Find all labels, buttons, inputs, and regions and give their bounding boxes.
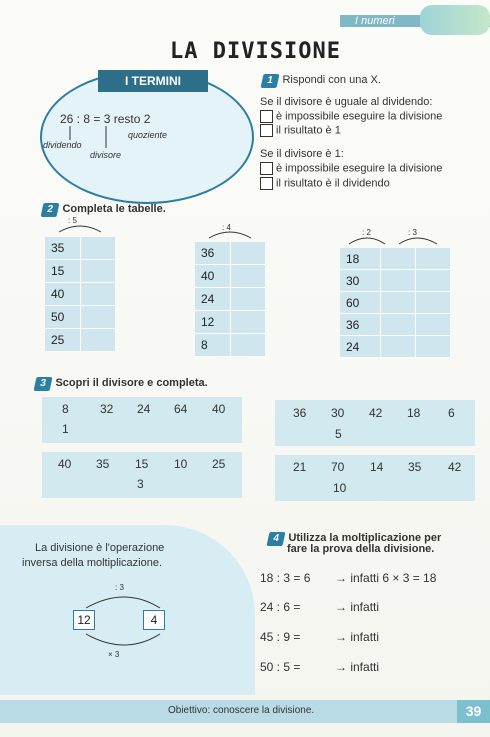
grid-cell: 18 [407,406,421,420]
grid-cell: 32 [100,402,114,416]
inverse-line1: La divisione è l'operazione [35,542,165,554]
ex4-instruction-2: fare la prova della divisione. [287,543,435,555]
page-title: LA DIVISIONE [170,39,341,64]
checkbox[interactable] [260,124,273,137]
t3-op1: : 2 [362,228,371,237]
table-div-5 [45,237,115,352]
t2-arrow [205,226,255,240]
table-row: 15 [45,260,115,283]
ex4-check-1: → infatti 6 × 3 = 18 [335,571,437,585]
grid-cell: 8 [62,402,69,416]
grid-cell: 21 [293,460,307,474]
table-div-4 [195,242,265,357]
quoziente-label: quoziente [128,130,168,140]
table-row: 8 [195,334,265,357]
ex2-badge: 2 [41,203,60,217]
t1-arrow [55,220,105,234]
grid-cell: 36 [293,406,307,420]
table-row: 24 [195,288,265,311]
grid-cell: 1 [62,422,69,436]
ex4-expr-3: 45 : 9 = [260,630,301,644]
ex1-header [262,70,381,88]
grid-cell: 25 [212,457,226,471]
table-div-2-3 [340,248,450,358]
grid-cell: 5 [335,427,342,441]
grid-cell: 24 [137,402,151,416]
grid-cell: 15 [135,457,149,471]
table-row: 36 [195,242,265,265]
ex4-check-4: → infatti [335,660,380,674]
grid-cell: 40 [212,402,226,416]
grid-cell: 6 [448,406,455,420]
grid-cell: 70 [331,460,345,474]
checkbox[interactable] [260,162,273,175]
grid-cell: 3 [137,477,144,491]
ex1-q2: Se il divisore è 1: [260,148,344,160]
grid-cell: 35 [96,457,110,471]
ex2-instruction: Completa le tabelle. [62,203,166,215]
divisore-label: divisore [90,150,122,160]
table-row: 24 [340,336,450,358]
dividendo-label: dividendo [43,140,82,150]
table-row: 50 [45,306,115,329]
t2-op: : 4 [222,223,231,232]
section-label: I numeri [355,15,395,27]
ex1-badge: 1 [261,74,280,88]
table-row: 40 [195,265,265,288]
table-row: 60 [340,292,450,314]
t1-op: : 5 [68,216,77,225]
ex1-q1-opt2[interactable]: il risultato è 1 [260,124,341,137]
grid-cell: 35 [408,460,422,474]
table-row: 30 [340,270,450,292]
inverse-div-op: : 3 [115,583,124,592]
page-number: 39 [457,700,490,723]
ex4-check-3: → infatti [335,630,380,644]
ex4-expr-2: 24 : 6 = [260,600,301,614]
ex4-badge: 4 [267,532,286,546]
table-row: 18 [340,248,450,270]
table-row: 25 [45,329,115,352]
ex2-header [42,199,166,217]
inverse-cycle-arrows [80,590,170,652]
inverse-mul-op: × 3 [108,650,120,659]
table-row: 36 [340,314,450,336]
inverse-line2: inversa della moltiplicazione. [22,557,163,569]
t3-op2: : 3 [408,228,417,237]
ex4-expr-1: 18 : 3 = 6 [260,571,311,585]
grid-cell: 42 [448,460,462,474]
termini-expression: 26 : 8 = 3 resto 2 [60,112,151,126]
t3-arrows [345,232,445,246]
ex3-instruction: Scopri il divisore e completa. [55,377,208,389]
grid-cell: 10 [333,481,347,495]
table-row: 12 [195,311,265,334]
ex3-badge: 3 [34,377,53,391]
checkbox[interactable] [260,110,273,123]
table-row: 35 [45,237,115,260]
ex1-q2-opt1[interactable]: è impossibile eseguire la divisione [260,162,442,175]
ex1-q1: Se il divisore è uguale al dividendo: [260,96,433,108]
ex4-instruction-1: Utilizza la moltiplicazione per [288,532,442,544]
termini-arrows [60,124,140,154]
ex1-q1-opt1[interactable]: è impossibile eseguire la divisione [260,110,442,123]
grid-cell: 30 [331,406,345,420]
table-row: 40 [45,283,115,306]
ex3-header [35,373,208,391]
grid-cell: 10 [174,457,188,471]
grid-cell: 42 [369,406,383,420]
checkbox[interactable] [260,177,273,190]
ex1-q2-opt2[interactable]: il risultato è il dividendo [260,177,390,190]
grid-cell: 64 [174,402,188,416]
ex4-expr-4: 50 : 5 = [260,660,301,674]
objective-text: Obiettivo: conoscere la divisione. [168,705,315,716]
grid-cell: 40 [58,457,72,471]
inverse-left-box: 12 [73,610,95,630]
ex1-instruction: Rispondi con una X. [282,74,381,86]
termini-heading: I TERMINI [98,70,208,92]
header-decoration [420,5,490,35]
grid-cell: 14 [370,460,384,474]
inverse-right-box: 4 [143,610,165,630]
ex4-check-2: → infatti [335,600,380,614]
